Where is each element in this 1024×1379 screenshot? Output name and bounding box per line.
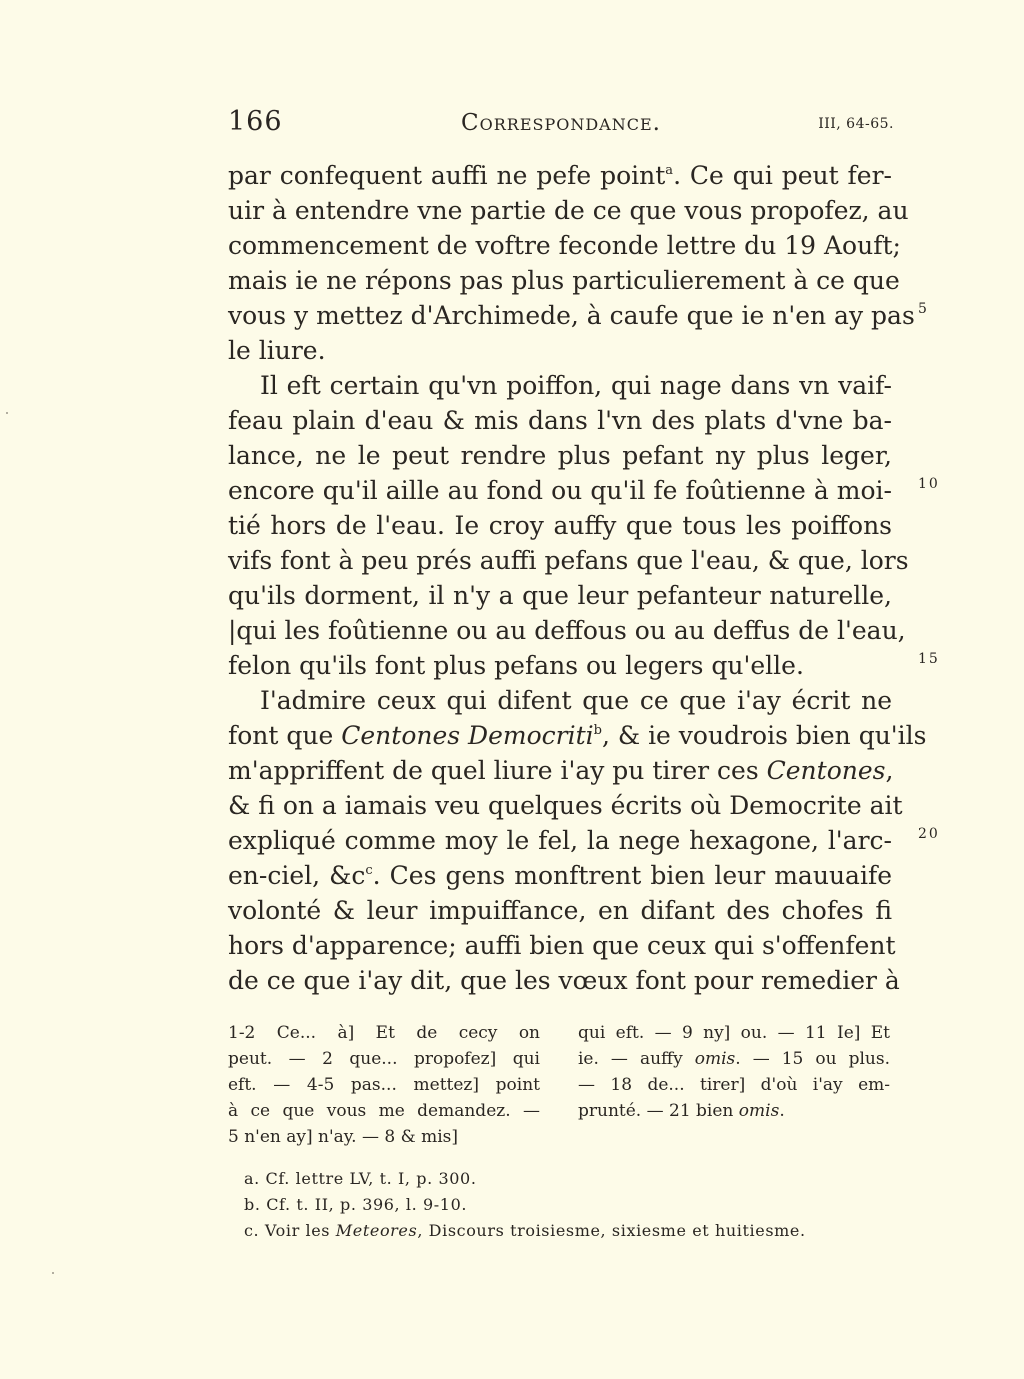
footnote-c: c. Voir les Meteores, Discours troisiesme, sixiesme et huitiesme. [244, 1221, 806, 1240]
line-number: 15 [918, 651, 940, 667]
body-line: commencement de voftre feconde lettre du 19 Aouft; [228, 231, 901, 260]
variant-line: eft. — 4-5 pas... mettez] point [228, 1075, 540, 1095]
body-line: uir à entendre vne partie de ce que vous propofez, au [228, 196, 909, 225]
volume-reference: III, 64-65. [818, 116, 894, 132]
body-line: feau plain d'eau & mis dans l'vn des plats d'vne ba- [228, 406, 892, 435]
body-line: lance, ne le peut rendre plus pefant ny plus leger, [228, 441, 892, 470]
variant-line: ie. — auffy omis. — 15 ou plus. [578, 1049, 890, 1069]
body-line: |qui les foûtienne ou au deffous ou au deffus de l'eau, [228, 616, 906, 645]
footnote-ref: c [365, 863, 373, 878]
line-number: 5 [918, 301, 929, 317]
page-number: 166 [228, 106, 283, 137]
footnote-ref: b [593, 723, 602, 738]
body-line: font que Centones Democriti$^b$, & ie voudrois bien qu'ils [228, 721, 927, 750]
running-header [228, 106, 894, 142]
letter-body [228, 158, 927, 998]
body-line: en-ciel, $\&c^c$. Ces gens monftrent bien leur mauuaife [228, 861, 892, 890]
variant-readings-left [228, 1020, 540, 1150]
variant-line: prunté. — 21 bien omis. [578, 1101, 785, 1121]
footnote-b: b. Cf. t. II, p. 396, l. 9-10. [244, 1195, 468, 1214]
body-line: volonté & leur impuiffance, en difant des chofes fi [228, 896, 892, 925]
paper-speck [52, 1272, 54, 1274]
body-line: expliqué comme moy le fel, la nege hexagone, l'arc- [228, 826, 892, 855]
body-line: m'appriffent de quel liure i'ay pu tirer ces Centones, [228, 756, 894, 785]
footnotes [244, 1166, 806, 1244]
variant-line: 5 n'en ay] n'ay. — 8 & mis] [228, 1127, 459, 1147]
variant-line: qui eft. — 9 ny] ou. — 11 Ie] Et [578, 1023, 890, 1043]
variant-line: peut. — 2 que... propofez] qui [228, 1049, 540, 1069]
variant-line: à ce que vous me demandez. — [228, 1101, 540, 1121]
body-line: felon qu'ils font plus pefans ou legers qu'elle. [228, 651, 804, 680]
body-line: tié hors de l'eau. Ie croy auffy que tous les poiffons [228, 511, 892, 540]
line-number: 20 [918, 826, 940, 842]
variant-line: — 18 de... tirer] d'où i'ay em- [578, 1075, 890, 1095]
body-line: encore qu'il aille au fond ou qu'il fe foûtienne à moi- [228, 476, 892, 505]
running-title: Correspondance. [461, 110, 661, 136]
body-line: I'admire ceux qui difent que ce que i'ay écrit ne [260, 686, 892, 715]
footnote-ref: a [665, 163, 674, 178]
body-line: qu'ils dorment, il n'y a que leur pefanteur naturelle, [228, 581, 892, 610]
variant-line: 1-2 Ce... à] Et de cecy on [228, 1023, 540, 1043]
paper-speck [6, 412, 8, 414]
body-line: Il eft certain qu'vn poiffon, qui nage dans vn vaif- [260, 371, 892, 400]
line-number: 10 [918, 476, 940, 492]
body-line: le liure. [228, 336, 326, 365]
body-line: de ce que i'ay dit, que les vœux font pour remedier à [228, 966, 900, 995]
variant-readings-right [578, 1020, 890, 1124]
body-line: vifs font à peu prés auffi pefans que l'eau, & que, lors [228, 546, 909, 575]
footnote-a: a. Cf. lettre LV, t. I, p. 300. [244, 1169, 477, 1188]
body-line: par confequent auffi ne pefe point$^a$. Ce qui peut fer- [228, 161, 893, 190]
body-line: & fi on a iamais veu quelques écrits où Democrite ait [228, 791, 903, 820]
body-line: vous y mettez d'Archimede, à caufe que ie n'en ay pas [228, 301, 915, 330]
body-line: mais ie ne répons pas plus particulierement à ce que [228, 266, 900, 295]
body-line: hors d'apparence; auffi bien que ceux qui s'offenfent [228, 931, 896, 960]
